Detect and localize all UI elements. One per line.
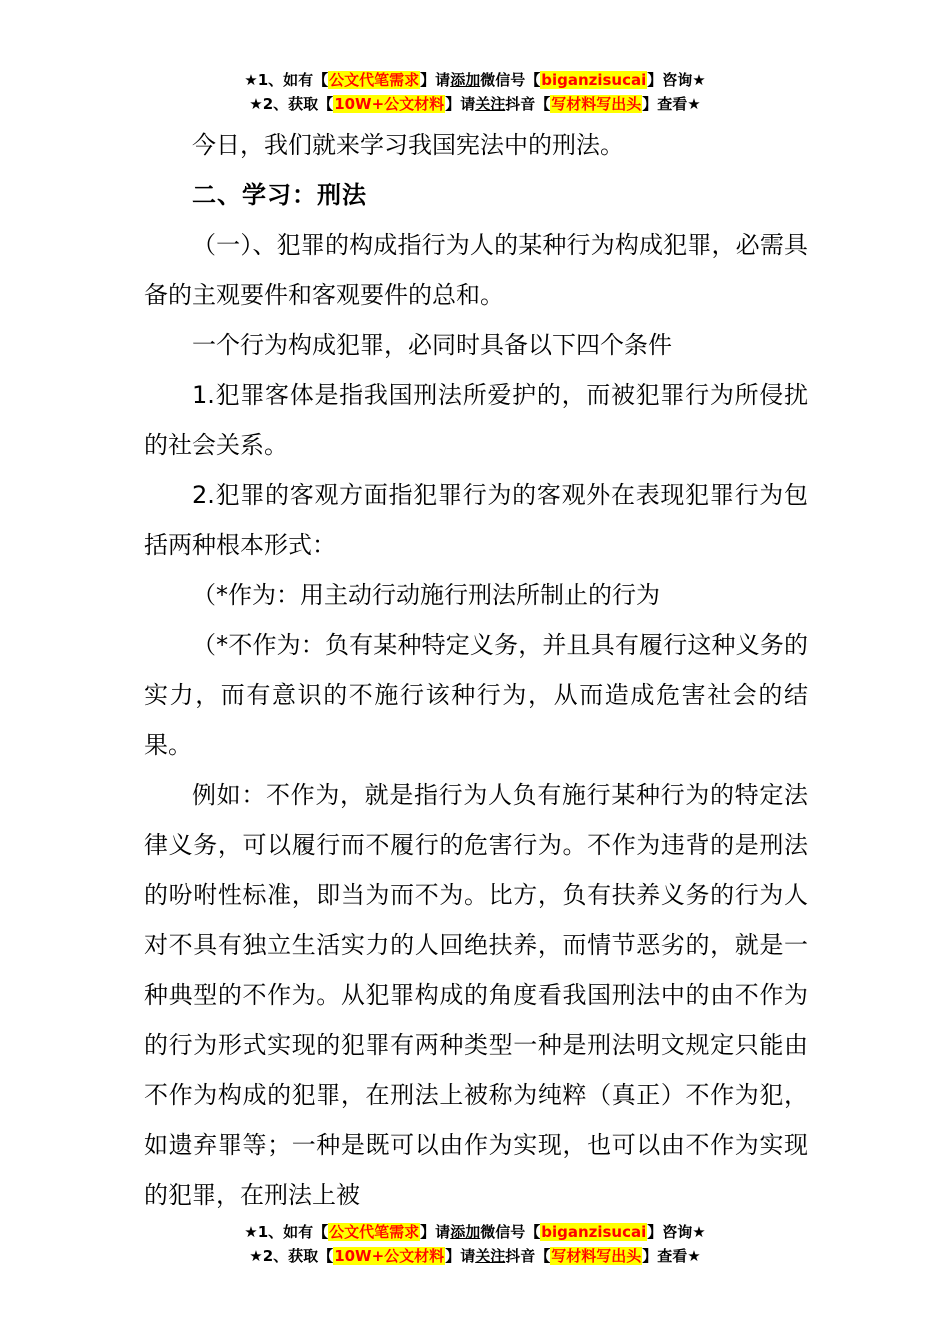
banner-underlined-text: 添加 xyxy=(450,71,481,89)
banner-line-2 xyxy=(0,92,950,116)
paragraph: 例如：不作为，就是指行为人负有施行某种行为的特定法律义务，可以履行而不履行的危害行为。不作为违背的是刑法的吩咐性标准，即当为而不为。比方，负有扶养义务的行为人对不具有独立生活实力的人回绝扶养，而情节恶劣的，就是一种典型的不作为。从犯罪构成的角度看我国刑法中的由不作为的行为形式实现的犯罪有两种类型一种是刑法明文规定只能由不作为构成的犯罪，在刑法上被称为纯粹（真正）不作为犯，如遗弃罪等；一种是既可以由作为实现，也可以由不作为实现的犯罪，在刑法上被 xyxy=(144,781,808,1209)
banner-douyin-name: 写材料写出头 xyxy=(551,1247,642,1265)
banner-line-1 xyxy=(0,1220,950,1244)
banner-underlined-text: 关注 xyxy=(475,1247,506,1265)
banner-line-2 xyxy=(0,1244,950,1268)
banner-text: 】查看★ xyxy=(642,1247,701,1265)
banner-highlight: 10W+公文材料 xyxy=(334,1247,445,1265)
banner-text: 微信号【 xyxy=(480,71,541,89)
banner-text: ★2、获取【 xyxy=(249,1247,334,1265)
banner-text: 】咨询★ xyxy=(647,1223,706,1241)
paragraph: 一个行为构成犯罪，必同时具备以下四个条件 xyxy=(192,331,672,359)
banner-wechat-id: biganzisucai xyxy=(541,71,647,89)
paragraph-intro: 今日，我们就来学习我国宪法中的刑法。 xyxy=(192,131,624,159)
paragraph: 2.犯罪的客观方面指犯罪行为的客观外在表现犯罪行为包括两种根本形式： xyxy=(144,481,808,559)
banner-text: ★2、获取【 xyxy=(249,95,334,113)
section-heading: 二、学习：刑法 xyxy=(192,181,367,209)
banner-line-1 xyxy=(0,68,950,92)
banner-text: ★1、如有【 xyxy=(244,1223,329,1241)
footer-banner xyxy=(0,1220,950,1268)
banner-text: 】请 xyxy=(445,95,476,113)
banner-text: 】查看★ xyxy=(642,95,701,113)
banner-highlight: 10W+公文材料 xyxy=(334,95,445,113)
banner-highlight: 公文代笔需求 xyxy=(329,1223,420,1241)
banner-wechat-id: biganzisucai xyxy=(541,1223,647,1241)
banner-text: 】请 xyxy=(445,1247,476,1265)
banner-text: 抖音【 xyxy=(505,1247,551,1265)
banner-underlined-text: 添加 xyxy=(450,1223,481,1241)
banner-text: 】咨询★ xyxy=(647,71,706,89)
banner-highlight: 公文代笔需求 xyxy=(329,71,420,89)
paragraph: （一）、犯罪的构成指行为人的某种行为构成犯罪，必需具备的主观要件和客观要件的总和。 xyxy=(144,231,808,309)
paragraph: （*不作为：负有某种特定义务，并且具有履行这种义务的实力，而有意识的不施行该种行为，从而造成危害社会的结果。 xyxy=(144,631,808,759)
banner-text: 抖音【 xyxy=(505,95,551,113)
banner-text: 微信号【 xyxy=(480,1223,541,1241)
banner-text: ★1、如有【 xyxy=(244,71,329,89)
document-body xyxy=(144,120,808,1220)
paragraph: 1.犯罪客体是指我国刑法所爱护的，而被犯罪行为所侵扰的社会关系。 xyxy=(144,381,808,459)
paragraph: （*作为：用主动行动施行刑法所制止的行为 xyxy=(192,581,660,609)
banner-text: 】请 xyxy=(420,71,451,89)
banner-douyin-name: 写材料写出头 xyxy=(551,95,642,113)
banner-underlined-text: 关注 xyxy=(475,95,506,113)
banner-text: 】请 xyxy=(420,1223,451,1241)
header-banner xyxy=(0,68,950,116)
